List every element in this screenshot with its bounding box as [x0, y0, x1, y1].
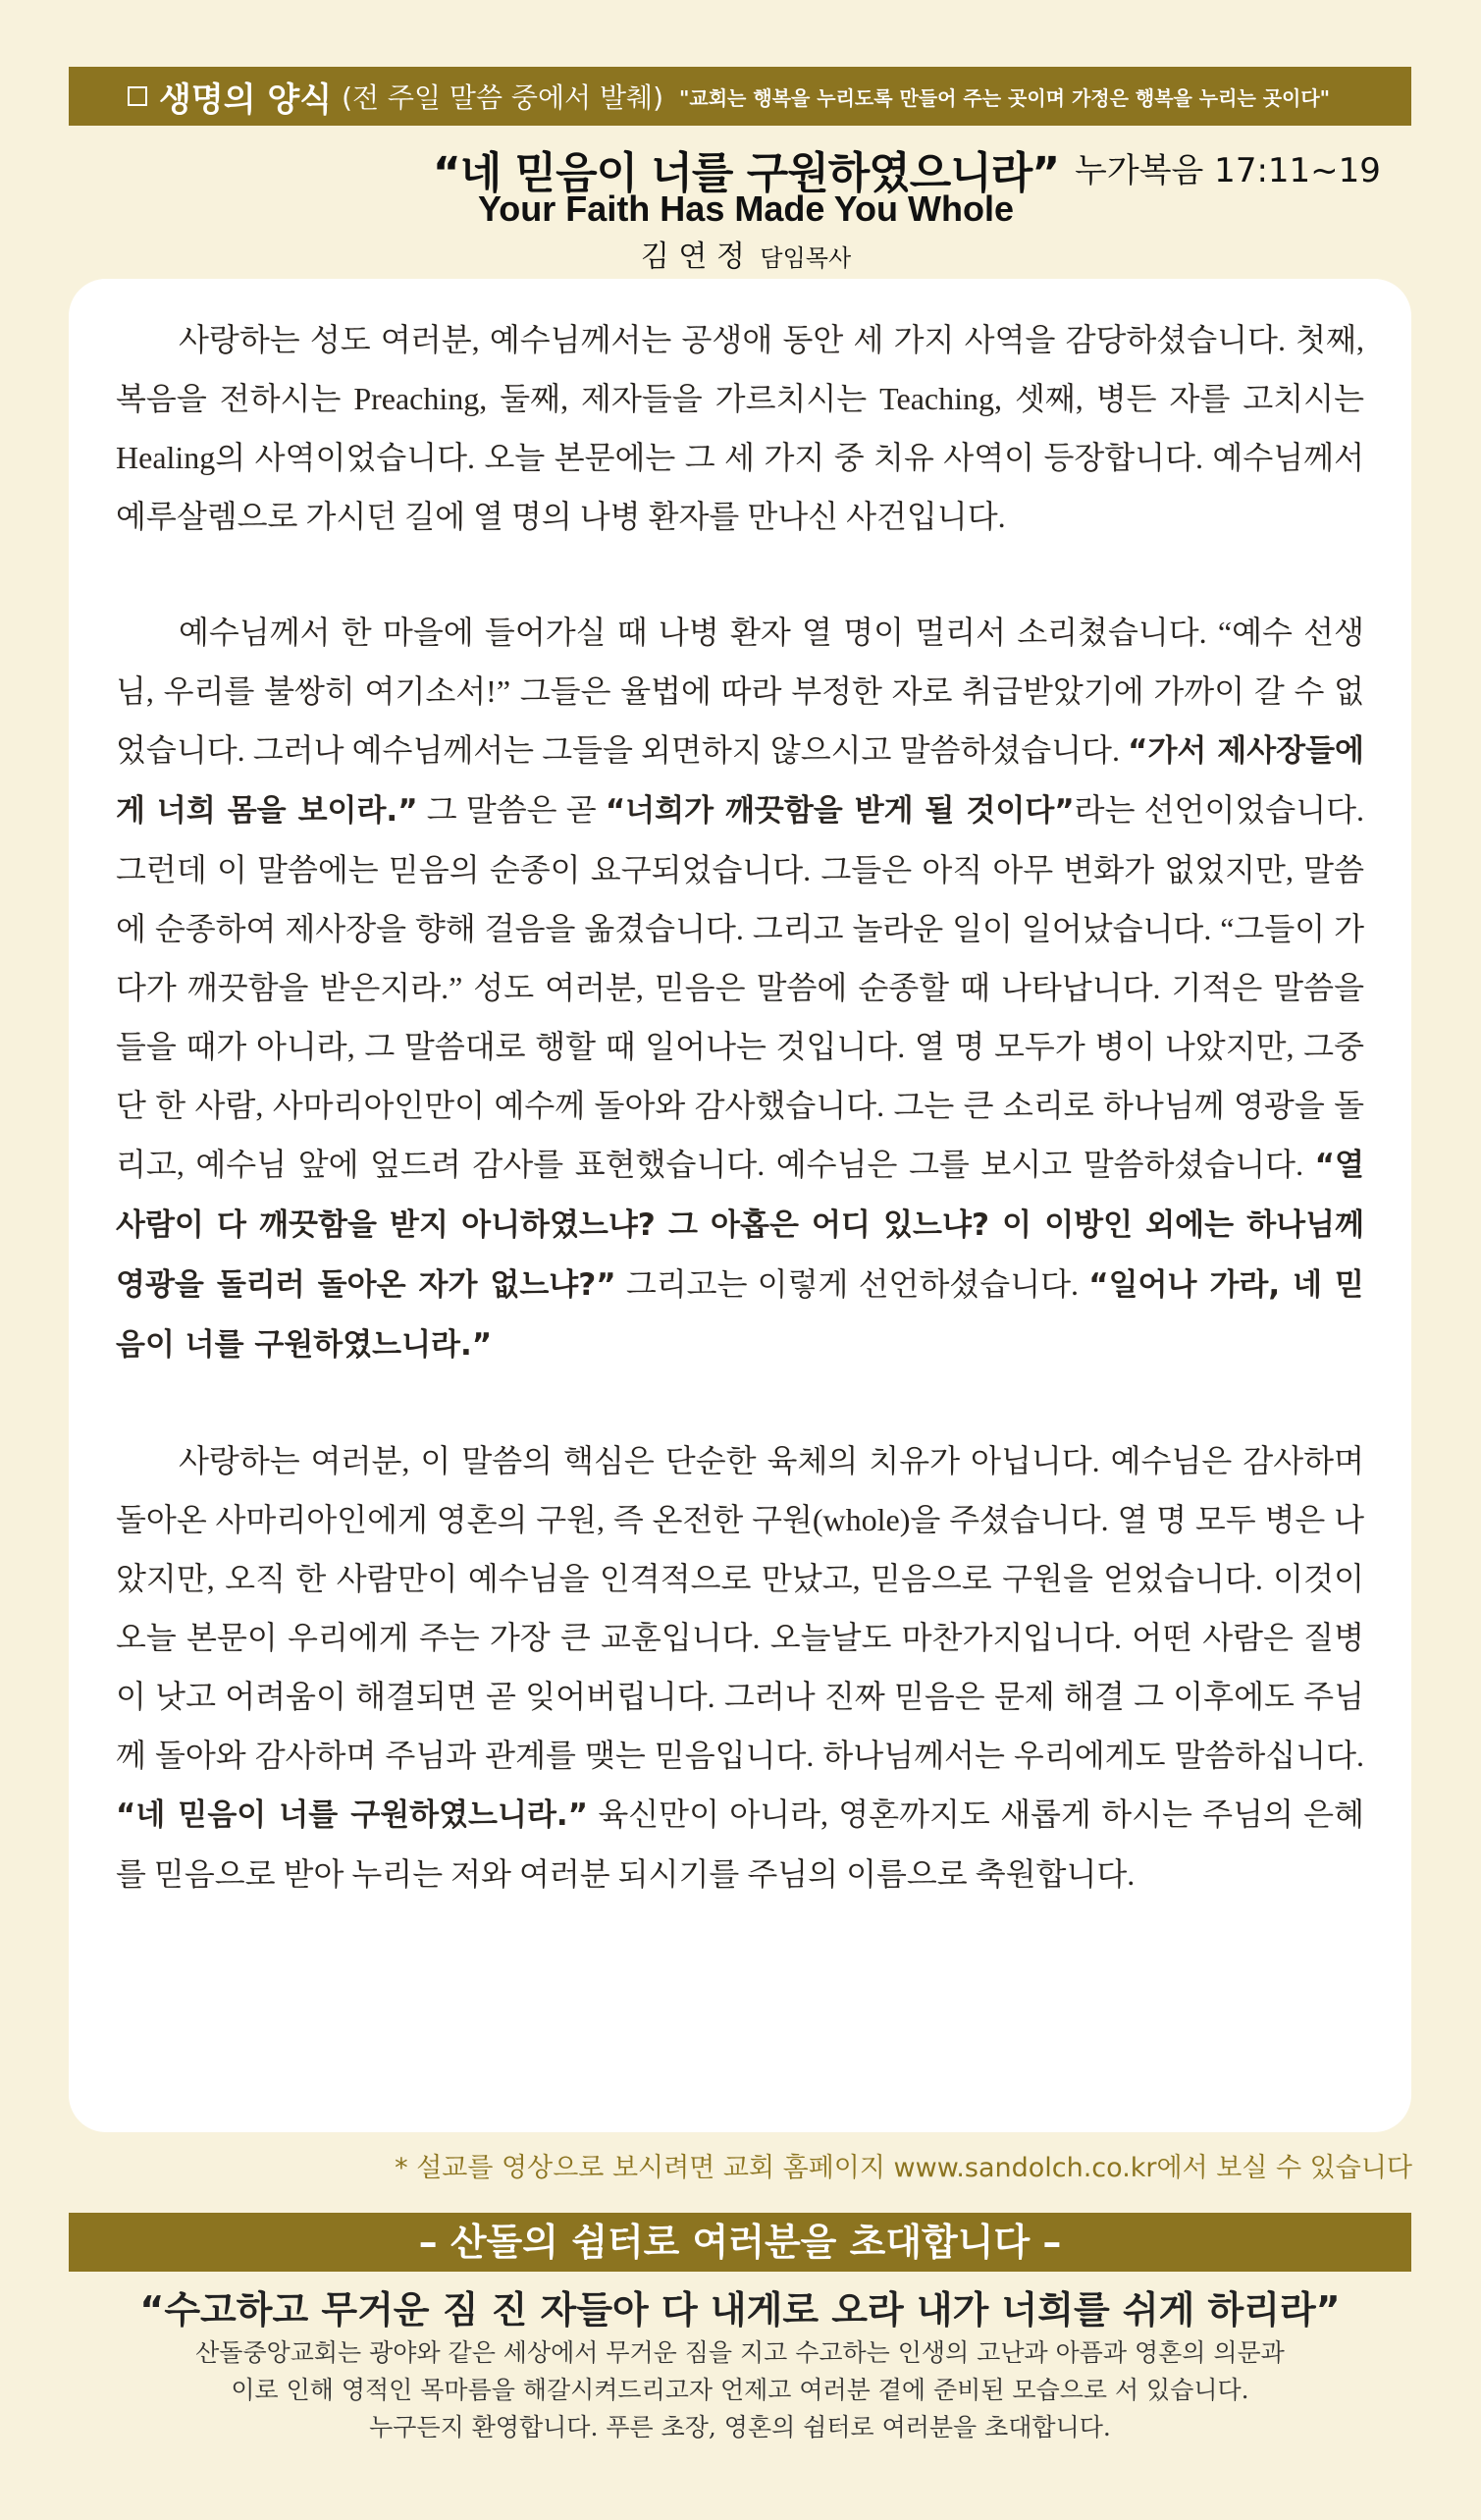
sermon-english-title: Your Faith Has Made You Whole	[477, 188, 1015, 229]
paragraph-1: 사랑하는 성도 여러분, 예수님께서는 공생애 동안 세 가지 사역을 감당하셨습니다. 첫째, 복음을 전하시는 Preaching, 둘째, 제자들을 가르치시는 Teaching, 셋째, 병든 자를 고치시는 Healing의 사역이었습니다. 오늘 본문에는 그 세 가지 중 치유 사역이 등장합니다. 예수님께서 예루살렘으로 가시던 길에 열 명의 나병 환자를 만나신 사건입니다.	[116, 322, 1364, 534]
invitation-verse: “수고하고 무거운 짐 진 자들아 다 내게로 오라 내가 너희를 쉬게 하리라”	[139, 2288, 1341, 2332]
invitation-line-3: 누구든지 환영합니다. 푸른 초장, 영혼의 쉼터로 여러분을 초대합니다.	[369, 2413, 1111, 2441]
paragraph-2-text-a: 예수님께서 한 마을에 들어가실 때 나병 환자 열 명이 멀리서 소리쳤습니다. “예수 선생님, 우리를 불쌍히 여기소서!” 그들은 율법에 따라 부정한 자로 취급받았기에 가까이 갈 수 없었습니다. 그러나 예수님께서는 그들을 외면하지 않으시고 말씀하셨습니다.	[116, 615, 1364, 768]
paragraph-2-emphasis-f: “열 사람이 다 깨끗함을 받지 아니하였느냐? 그 아홉은 어디 있느냐? 이 이방인 외에는 하나님께 영광을 돌리러 돌아온 자가 없느냐?”	[116, 1148, 1364, 1303]
pastor-name: 김 연 정	[640, 240, 745, 274]
paragraph-2-text-g: 그리고는 이렇게 선언하셨습니다.	[625, 1266, 1080, 1302]
paragraph-3-text-a: 사랑하는 여러분, 이 말씀의 핵심은 단순한 육체의 치유가 아닙니다. 예수님은 감사하며 돌아온 사마리아인에게 영혼의 구원, 즉 온전한 구원(whole)을 주셨습니다. 열 명 모두 병은 나았지만, 오직 한 사람만이 예수님을 인격적으로 만났고, 믿음으로 구원을 얻었습니다. 이것이 오늘 본문이 우리에게 주는 가장 큰 교훈입니다. 오늘날도 마찬가지입니다. 어떤 사람은 질병이 낫고 어려움이 해결되면 곧 잊어버립니다. 그러나 진짜 믿음은 문제 해결 그 이후에도 주님께 돌아와 감사하며 주님과 관계를 맺는 믿음입니다. 하나님께서는 우리에게도 말씀하십니다.	[116, 1443, 1364, 1773]
section-label: 생명의 양식	[159, 80, 333, 120]
paragraph-3-emphasis-b: “네 믿음이 너를 구원하였느니라.”	[116, 1797, 589, 1833]
paragraph-2-emphasis-h: “일어나 가라, 네 믿음이 너를 구원하였느니라.”	[116, 1267, 1365, 1363]
paragraph-3	[116, 1431, 1364, 1903]
invitation-title-bar: – 산돌의 쉼터로 여러분을 초대합니다 –	[69, 2213, 1411, 2272]
invitation-line-1: 산돌중앙교회는 광야와 같은 세상에서 무거운 짐을 지고 수고하는 인생의 고난과 아픔과 영혼의 의문과	[195, 2338, 1285, 2367]
paragraph-2	[116, 603, 1364, 1374]
section-quote: "교회는 행복을 누리도록 만들어 주는 곳이며 가정은 행복을 누리는 곳이다"	[679, 85, 1331, 110]
invitation-line-2: 이로 인해 영적인 목마름을 해갈시켜드리고자 언제고 여러분 곁에 준비된 모습으로 서 있습니다.	[231, 2376, 1249, 2404]
paragraph-2-emphasis-b: “가서 제사장들에게 너희 몸을 보이라.”	[116, 733, 1364, 829]
video-note: * 설교를 영상으로 보시려면 교회 홈페이지 www.sandolch.co.kr에서 보실 수 있습니다	[395, 2153, 1412, 2183]
invitation-body	[69, 2334, 1411, 2446]
sermon-title: “네 믿음이 너를 구원하였으니라”	[432, 148, 1060, 198]
section-header-bar	[69, 67, 1411, 126]
paragraph-2-emphasis-d: “너희가 깨끗함을 받게 될 것이다”	[605, 793, 1075, 829]
checkbox-square-icon	[128, 86, 147, 106]
pastor-byline	[363, 232, 1129, 275]
section-subtitle: (전 주일 말씀 중에서 발췌)	[342, 81, 663, 114]
paragraph-2-text-c: 그 말씀은 곧	[426, 792, 597, 828]
paragraph-2-text-e: 라는 선언이었습니다. 그런데 이 말씀에는 믿음의 순종이 요구되었습니다. 그들은 아직 아무 변화가 없었지만, 말씀에 순종하여 제사장을 향해 걸음을 옮겼습니다. 그리고 놀라운 일이 일어났습니다. “그들이 가다가 깨끗함을 받은지라.” 성도 여러분, 믿음은 말씀에 순종할 때 나타납니다. 기적은 말씀을 들을 때가 아니라, 그 말씀대로 행할 때 일어나는 것입니다. 열 명 모두가 병이 나았지만, 그중 단 한 사람, 사마리아인만이 예수께 돌아와 감사했습니다. 그는 큰 소리로 하나님께 영광을 돌리고, 예수님 앞에 엎드려 감사를 표현했습니다. 예수님은 그를 보시고 말씀하셨습니다.	[116, 792, 1365, 1182]
scripture-reference: 누가복음 17:11~19	[1075, 151, 1381, 190]
sermon-content-card	[69, 279, 1411, 2132]
pastor-role: 담임목사	[760, 244, 852, 272]
paragraph-3-text-c: 육신만이 아니라, 영혼까지도 새롭게 하시는 주님의 은혜를 믿음으로 받아 누리는 저와 여러분 되시기를 주님의 이름으로 축원합니다.	[116, 1796, 1364, 1892]
